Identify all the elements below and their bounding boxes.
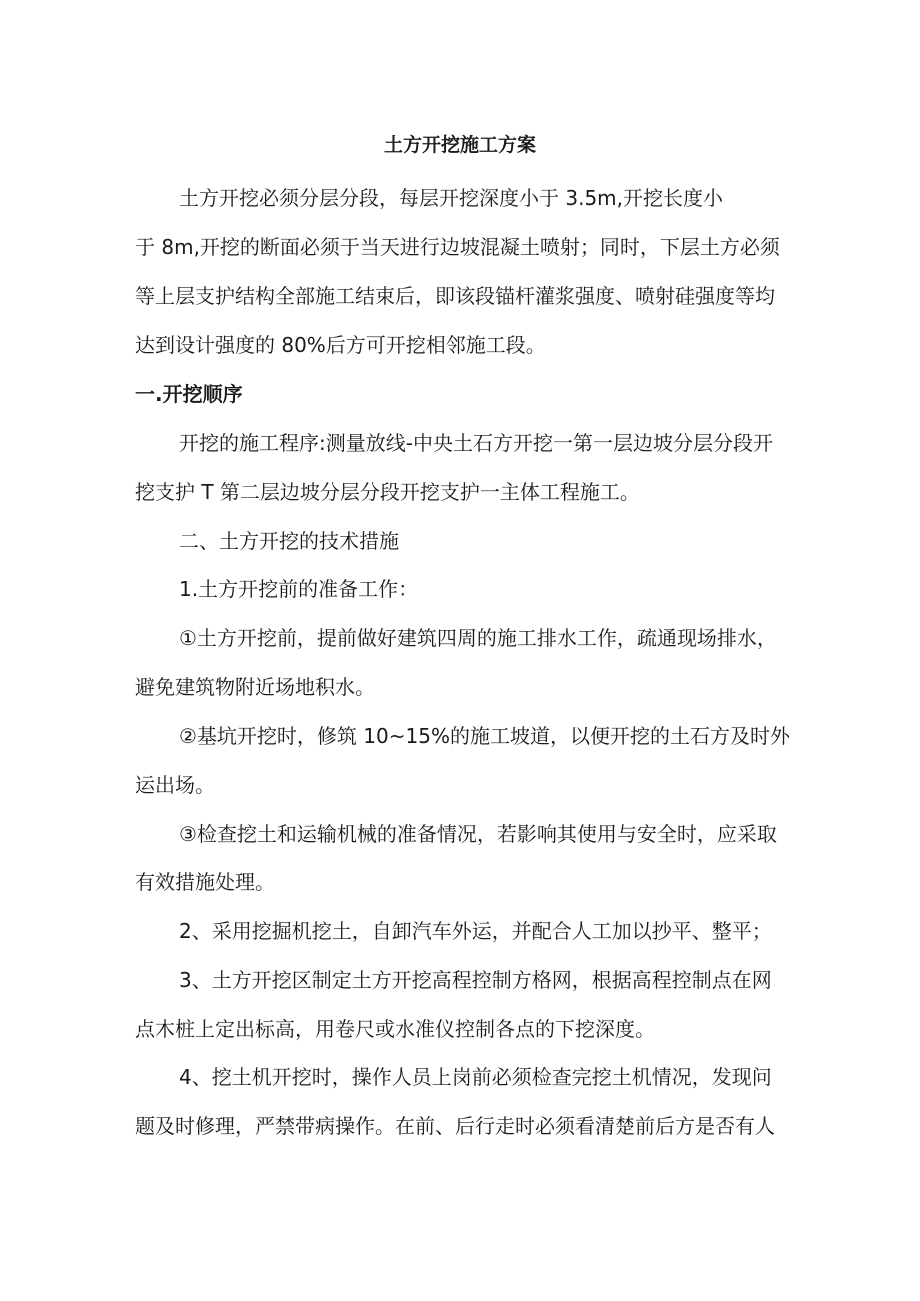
paragraph-line: 土方开挖必须分层分段，每层开挖深度小于 3.5m,开挖长度小	[179, 186, 724, 210]
paragraph-line: ①土方开挖前，提前做好建筑四周的施工排水工作，疏通现场排水，	[179, 626, 777, 650]
paragraph-line: 达到设计强度的 80%后方可开挖相邻施工段。	[135, 333, 546, 357]
paragraph-line: 开挖的施工程序:测量放线-中央土石方开挖一第一层边坡分层分段开	[179, 431, 773, 455]
paragraph-line: 于 8m,开挖的断面必须于当天进行边坡混凝土喷射；同时，下层土方必须	[135, 235, 780, 259]
document-title: 土方开挖施工方案	[383, 134, 536, 156]
paragraph-line: 避免建筑物附近场地积水。	[135, 675, 375, 699]
subsection-heading: 1.土方开挖前的准备工作：	[179, 577, 419, 601]
paragraph-line: ②基坑开挖时，修筑 10~15%的施工坡道，以便开挖的土石方及时外	[179, 724, 790, 748]
paragraph-line: 4、挖土机开挖时，操作人员上岗前必须检查完挖土机情况，发现问	[179, 1065, 772, 1089]
paragraph-line: 点木桩上定出标高，用卷尺或水准仪控制各点的下挖深度。	[135, 1017, 655, 1041]
section-heading: 一.开挖顺序	[135, 382, 243, 406]
paragraph-line: 运出场。	[135, 773, 215, 797]
paragraph-line: 题及时修理，严禁带病操作。在前、后行走时必须看清楚前后方是否有人	[135, 1114, 775, 1138]
paragraph-line: 挖支护 T 第二层边坡分层分段开挖支护一主体工程施工。	[135, 480, 640, 504]
paragraph-line: 3、土方开挖区制定土方开挖高程控制方格网，根据高程控制点在网	[179, 968, 772, 992]
paragraph-line: 有效措施处理。	[135, 870, 275, 894]
section-heading: 二、土方开挖的技术措施	[179, 529, 399, 553]
paragraph-line: 等上层支护结构全部施工结束后，即该段锚杆灌浆强度、喷射硅强度等均	[135, 284, 775, 308]
paragraph-line: ③检查挖土和运输机械的准备情况，若影响其使用与安全时，应采取	[179, 822, 777, 846]
paragraph-line: 2、采用挖掘机挖土，自卸汽车外运，并配合人工加以抄平、整平；	[179, 919, 772, 943]
